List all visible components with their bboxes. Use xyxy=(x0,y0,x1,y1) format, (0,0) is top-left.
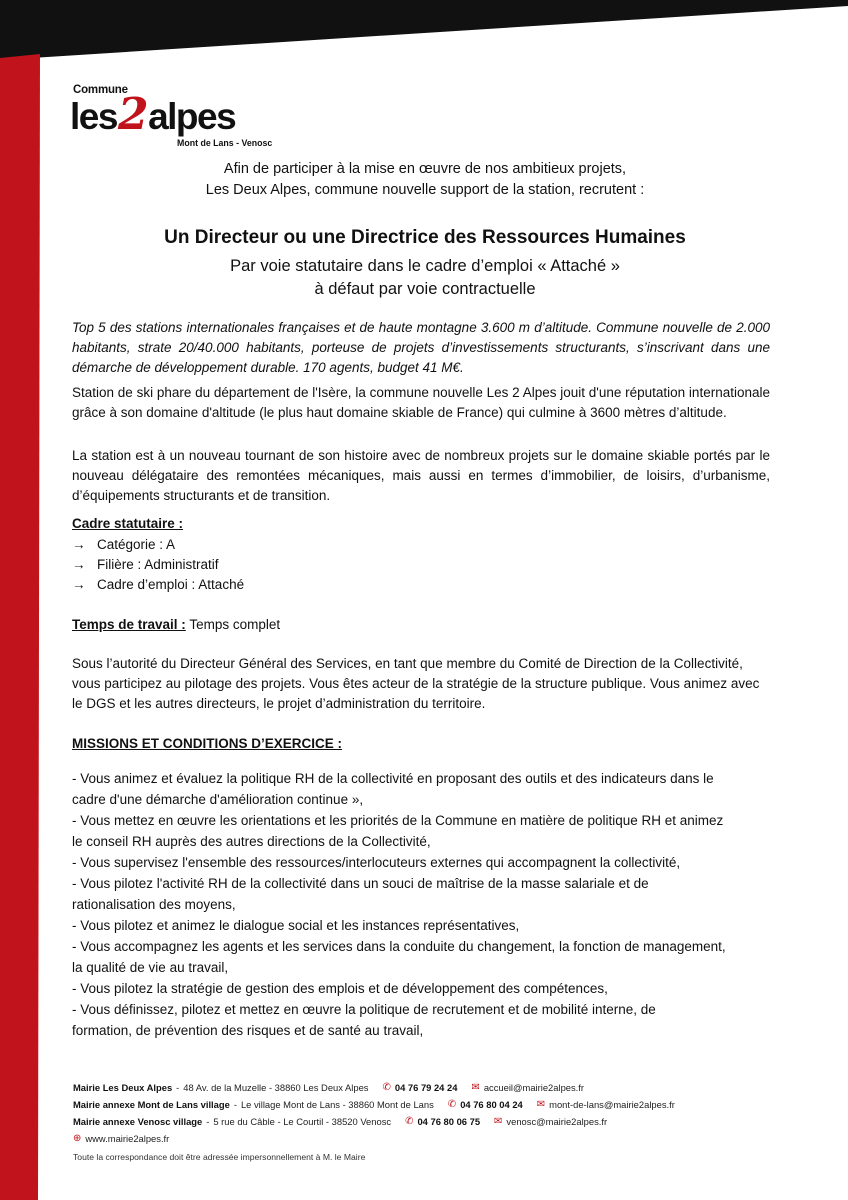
mission-line: - Vous pilotez l'activité RH de la collectivité dans un souci de maîtrise de la masse salariale et de xyxy=(72,876,649,891)
logo-commune-text: Commune xyxy=(73,84,128,96)
left-red-band xyxy=(0,50,40,1200)
work-time-label: Temps de travail : xyxy=(72,617,186,632)
job-subtitle xyxy=(60,255,790,301)
missions-heading: MISSIONS ET CONDITIONS D’EXERCICE : xyxy=(72,736,343,751)
footer xyxy=(73,1079,675,1166)
website-link[interactable]: www.mairie2alpes.fr xyxy=(85,1133,170,1144)
mission-line: - Vous accompagnez les agents et les services dans la conduite du changement, la fonction de management, xyxy=(72,939,726,954)
mission-line: le conseil RH auprès des autres directions de la Collectivité, xyxy=(72,834,431,849)
logo-les: les xyxy=(70,96,117,137)
list-item: → Cadre d’emploi : Attaché xyxy=(72,575,244,595)
cadre-list xyxy=(72,535,244,595)
logo-subtitle: Mont de Lans - Venosc xyxy=(177,138,273,148)
station-projects: La station est à un nouveau tournant de son histoire avec de nombreux projets sur le domaine skiable portés par le nouveau délégataire des remontées mécaniques, mais aussi en termes d’immobilier, de loisirs, d’urbanisme, d’équipements structurants et de transition. xyxy=(72,448,770,503)
work-time xyxy=(72,615,280,635)
mission-line: - Vous supervisez l'ensemble des ressources/interlocuteurs externes qui accompagnent la collectivité, xyxy=(72,855,681,870)
footer-note: Toute la correspondance doit être adressée impersonnellement à M. le Maire xyxy=(73,1152,366,1162)
mail-icon: ✉ xyxy=(471,1082,480,1093)
cadre-heading: Cadre statutaire : xyxy=(72,516,184,531)
mission-line: cadre d'une démarche d'amélioration continue », xyxy=(72,792,364,807)
mail-icon: ✉ xyxy=(494,1116,503,1127)
mission-line: - Vous mettez en œuvre les orientations et les priorités de la Commune en matière de politique RH et animez xyxy=(72,813,724,828)
mail-icon: ✉ xyxy=(536,1099,546,1110)
mission-line: - Vous pilotez la stratégie de gestion des emplois et de développement des compétences, xyxy=(72,981,608,996)
email-link[interactable]: venosc@mairie2alpes.fr xyxy=(506,1116,608,1127)
subtitle-line-1: Par voie statutaire dans le cadre d’emploi « Attaché » xyxy=(230,257,620,275)
arrow-right-icon: → xyxy=(72,577,86,592)
phone-icon: ✆ xyxy=(382,1082,391,1093)
station-summary: Top 5 des stations internationales françaises et de haute montagne 3.600 m d’altitude. Commune nouvelle de 2.000 habitants, strate 20/40.000 habitants, porteuse de projets d’investissements structurants, s’inscrivant dans une démarche de développement durable. 170 agents, budget 41 M€. xyxy=(72,320,770,375)
footer-row-website xyxy=(73,1130,675,1147)
intro-line-1: Afin de participer à la mise en œuvre de nos ambitieux projets, xyxy=(223,161,627,177)
top-black-band xyxy=(0,0,848,60)
mission-line: rationalisation des moyens, xyxy=(72,897,236,912)
list-item: → Filière : Administratif xyxy=(72,555,244,575)
footer-row-main: Mairie Les Deux Alpes - 48 Av. de la Muzelle - 38860 Les Deux Alpes ✆ 04 76 79 24 24 ✉ accueil@mairie2alpes.fr xyxy=(73,1079,675,1096)
mission-line: - Vous animez et évaluez la politique RH de la collectivité en proposant des outils et des indicateurs dans le xyxy=(72,771,714,786)
missions-list xyxy=(72,768,772,1041)
mission-line: - Vous pilotez et animez le dialogue social et les instances représentatives, xyxy=(72,918,520,933)
phone-icon: ✆ xyxy=(447,1099,457,1110)
mission-line: formation, de prévention des risques et de santé au travail, xyxy=(72,1023,424,1038)
intro-text xyxy=(60,159,790,201)
globe-icon: ⊕ xyxy=(73,1133,82,1144)
work-time-value: Temps complet xyxy=(189,617,281,632)
mission-line: la qualité de vie au travail, xyxy=(72,960,229,975)
job-title: Un Directeur ou une Directrice des Ressources Humaines xyxy=(164,227,686,248)
footer-row-mont-de-lans: Mairie annexe Mont de Lans village - Le village Mont de Lans - 38860 Mont de Lans ✆ 04 76 80 04 24 ✉ mont-de-lans@mairie2alpes.fr xyxy=(73,1096,675,1113)
arrow-right-icon: → xyxy=(72,557,86,572)
station-description: Station de ski phare du département de l'Isère, la commune nouvelle Les 2 Alpes jouit d'une réputation internationale grâce à son domaine d'altitude (le plus haut domaine skiable de France) qui culmine à 3600 mètres d’altitude. xyxy=(72,385,770,420)
footer-row-venosc: Mairie annexe Venosc village - 5 rue du Câble - Le Courtil - 38520 Venosc ✆ 04 76 80 06 75 ✉ venosc@mairie2alpes.fr xyxy=(73,1113,675,1130)
email-link[interactable]: accueil@mairie2alpes.fr xyxy=(483,1082,585,1093)
list-item: → Catégorie : A xyxy=(72,535,244,555)
phone-icon: ✆ xyxy=(405,1116,414,1127)
subtitle-line-2: à défaut par voie contractuelle xyxy=(314,280,536,298)
commune-logo xyxy=(70,84,280,152)
authority-paragraph: Sous l’autorité du Directeur Général des Services, en tant que membre du Comité de Direction de la Collectivité, vous participez au pilotage des projets. Vous êtes acteur de la stratégie de la structure publique. Vous animez avec le DGS et les autres directeurs, le projet d’administration du territoire. xyxy=(72,656,760,711)
logo-alpes: alpes xyxy=(148,96,236,137)
intro-line-2: Les Deux Alpes, commune nouvelle support de la station, recrutent : xyxy=(205,182,645,198)
arrow-right-icon: → xyxy=(72,537,86,552)
logo-two: 2 xyxy=(117,89,148,140)
mission-line: - Vous définissez, pilotez et mettez en œuvre la politique de recrutement et de mobilité interne, de xyxy=(72,1002,656,1017)
email-link[interactable]: mont-de-lans@mairie2alpes.fr xyxy=(549,1099,675,1110)
